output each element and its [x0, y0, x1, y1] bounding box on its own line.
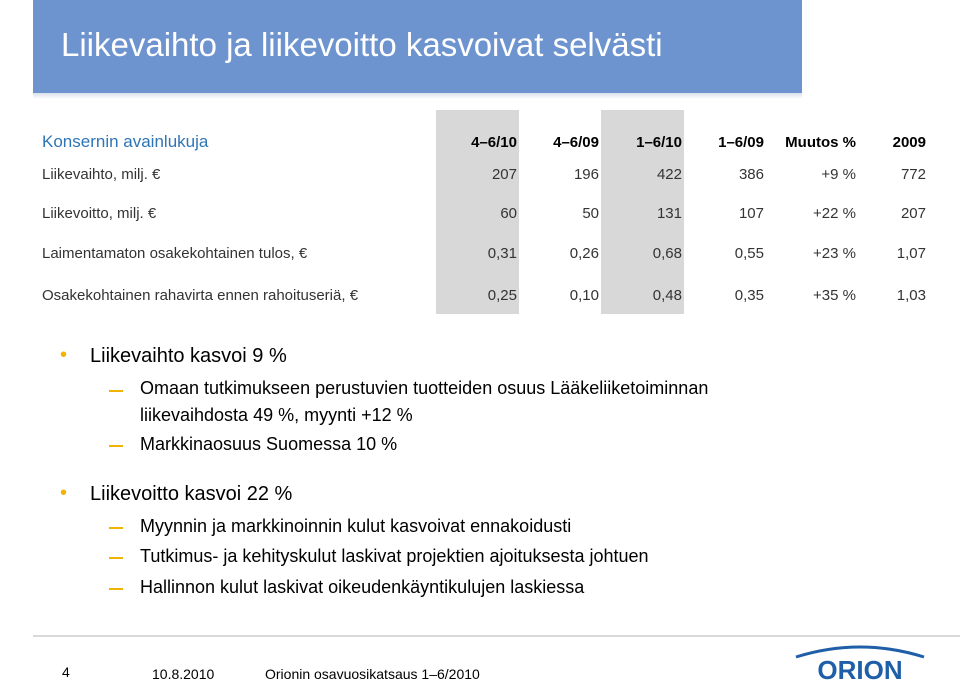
orion-logo [790, 643, 930, 683]
dash-icon [109, 445, 123, 447]
table-cell: 0,31 [487, 245, 517, 262]
row-label-3: Laimentamaton osakekohtainen tulos, € [42, 245, 308, 262]
sub-bullet-1-2: Markkinaosuus Suomessa 10 % [140, 434, 398, 454]
table-cell: 207 [491, 166, 517, 183]
bullet-icon: • [60, 482, 68, 504]
table-cell: 196 [573, 166, 599, 183]
table-cell: 386 [738, 166, 764, 183]
table-cell: +35 % [813, 287, 856, 304]
sub-bullet-2-2: Tutkimus- ja kehityskulut laskivat projektien ajoituksesta johtuen [140, 546, 649, 566]
table-cell: 0,35 [734, 287, 764, 304]
table-cell: 131 [656, 205, 682, 222]
row-label-1: Liikevaihto, milj. € [42, 166, 161, 183]
column-header-4: 1–6/09 [718, 134, 764, 151]
table-cell: 1,03 [896, 287, 926, 304]
table-cell: 207 [900, 205, 926, 222]
dash-icon [109, 390, 123, 392]
column-header-1: 4–6/10 [471, 134, 517, 151]
table-cell: 0,68 [652, 245, 682, 262]
title-shadow [33, 93, 802, 99]
table-cell: 107 [738, 205, 764, 222]
table-cell: 1,07 [896, 245, 926, 262]
table-cell: 0,55 [734, 245, 764, 262]
table-cell: 50 [582, 205, 599, 222]
slide-title: Liikevaihto ja liikevoitto kasvoivat selvästi [61, 26, 663, 63]
table-cell: 0,48 [652, 287, 682, 304]
bullet-2-text: Liikevoitto kasvoi 22 % [90, 483, 293, 505]
table-header-label: Konsernin avainlukuja [42, 132, 209, 151]
table-cell: 0,10 [569, 287, 599, 304]
table-cell: 0,25 [487, 287, 517, 304]
sub-bullet-2-3: Hallinnon kulut laskivat oikeudenkäyntikulujen laskiessa [140, 577, 585, 597]
sub-bullet-2-1: Myynnin ja markkinoinnin kulut kasvoivat ennakoidusti [140, 516, 572, 536]
row-label-4: Osakekohtainen rahavirta ennen rahoituseriä, € [42, 287, 359, 304]
footer-divider [33, 635, 960, 637]
dash-icon [109, 557, 123, 559]
column-header-2: 4–6/09 [553, 134, 599, 151]
table-cell: +22 % [813, 205, 856, 222]
page-number: 4 [62, 664, 70, 680]
row-label-2: Liikevoitto, milj. € [42, 205, 157, 222]
sub-bullet-1-1 [140, 375, 708, 429]
column-header-3: 1–6/10 [636, 134, 682, 151]
sub-bullet-line: liikevaihdosta 49 %, myynti +12 % [140, 405, 413, 425]
table-cell: 0,26 [569, 245, 599, 262]
footer-subtitle: Orionin osavuosikatsaus 1–6/2010 [265, 666, 480, 682]
logo-text: ORION [817, 655, 903, 683]
column-header-6: 2009 [892, 134, 926, 151]
bullet-1-text: Liikevaihto kasvoi 9 % [90, 345, 287, 367]
dash-icon [109, 588, 123, 590]
table-cell: +23 % [813, 245, 856, 262]
column-header-5: Muutos % [785, 134, 856, 151]
table-cell: 422 [656, 166, 682, 183]
table-cell: 60 [500, 205, 517, 222]
dash-icon [109, 527, 123, 529]
table-cell: +9 % [821, 166, 856, 183]
sub-bullet-line: Omaan tutkimukseen perustuvien tuotteiden osuus Lääkeliiketoiminnan [140, 378, 709, 398]
table-cell: 772 [900, 166, 926, 183]
bullet-icon: • [60, 344, 68, 366]
footer-date: 10.8.2010 [152, 666, 215, 682]
title-bar [33, 0, 802, 93]
